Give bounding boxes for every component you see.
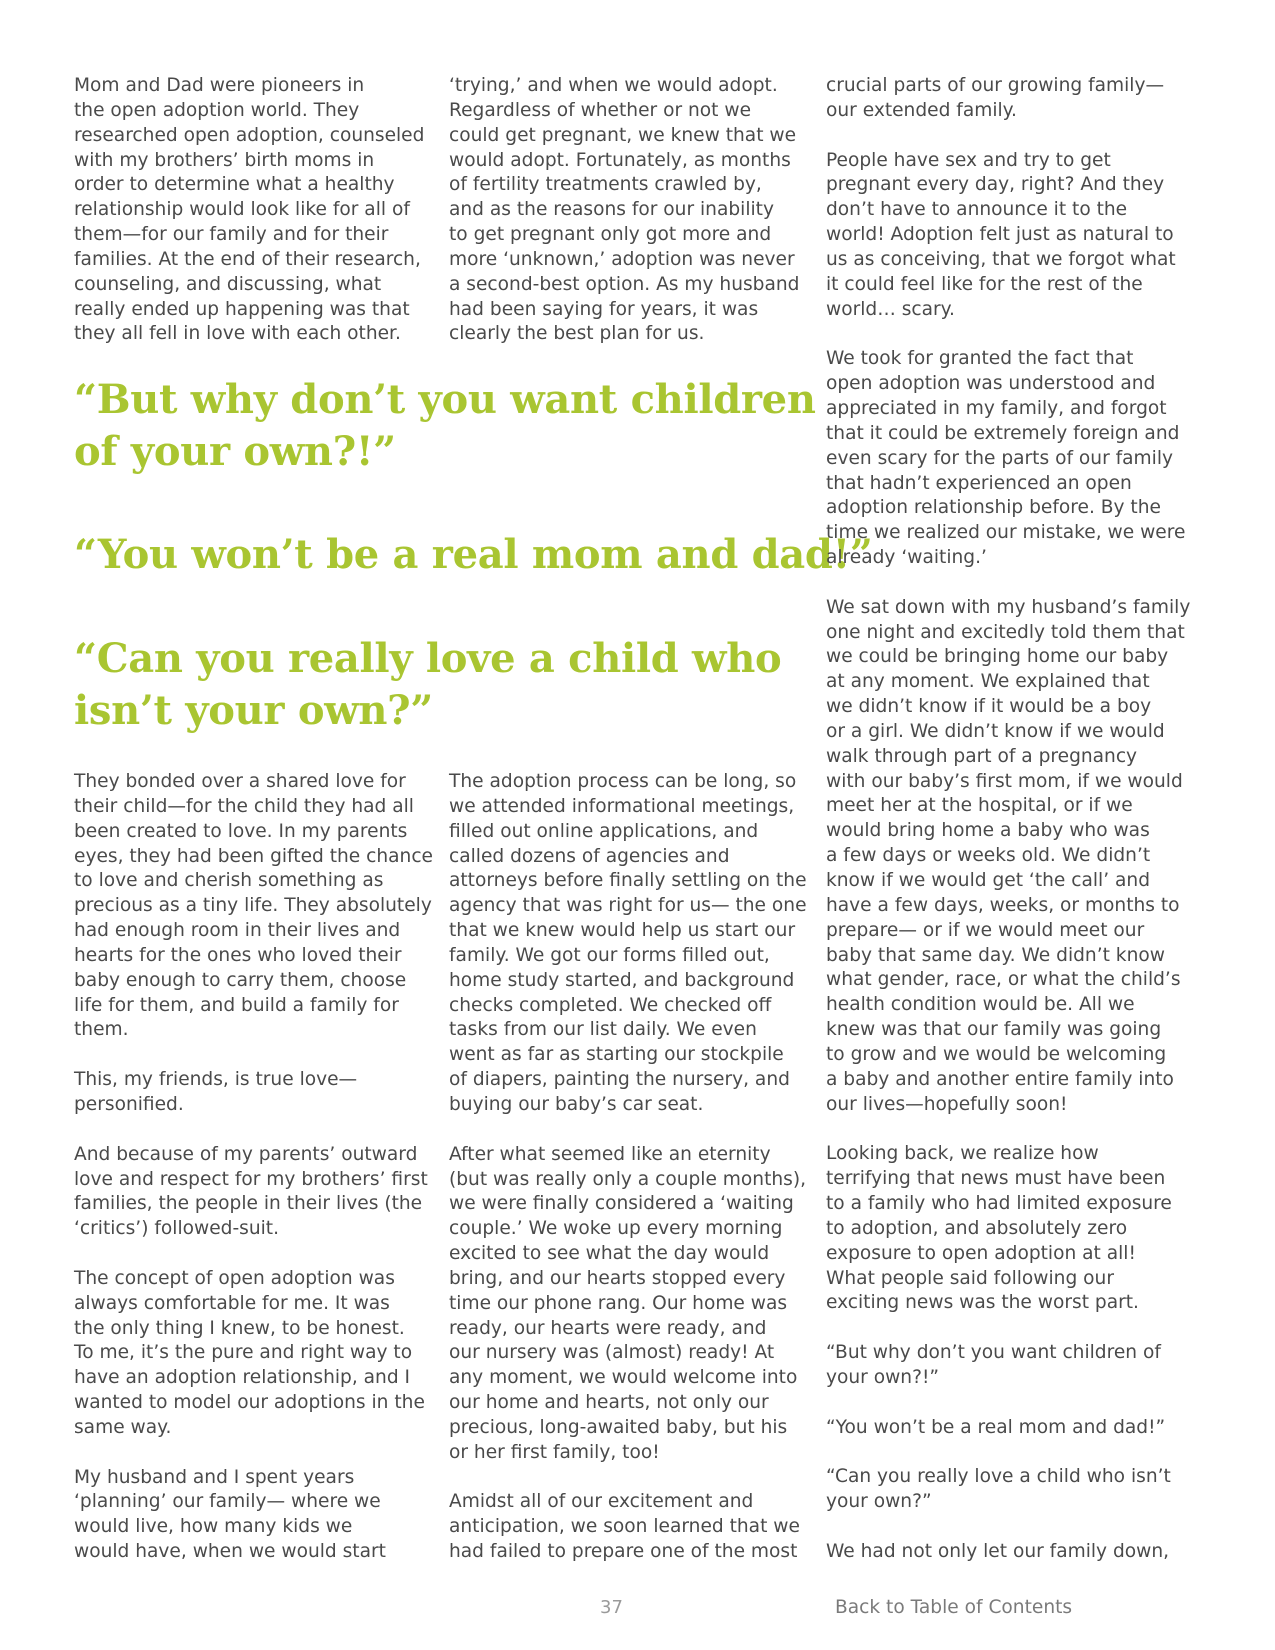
- paragraph: Amidst all of our excitement and anticipation, we soon learned that we had failed to prepare one of the most: [449, 1491, 800, 1563]
- page-number: 37: [600, 1597, 623, 1618]
- pull-quote-1: “But why don’t you want children of your own?!”: [74, 376, 816, 475]
- bottom-column-1: [74, 770, 434, 1565]
- paragraph: And because of my parents’ outward love and respect for my brothers’ first families, the people in their lives (the ‘critics’) followed-suit.: [74, 1143, 428, 1240]
- paragraph: We had not only let our family down,: [826, 1540, 1170, 1562]
- paragraph: The concept of open adoption was always comfortable for me. It was the only thing I knew, to be honest. To me, it’s the pure and right way to have an adoption relationship, and I wanted to model our adoptions in the same way.: [74, 1267, 425, 1438]
- pull-quote-2: “You won’t be a real mom and dad!”: [74, 531, 873, 578]
- paragraph: This, my friends, is true love— personified.: [74, 1069, 358, 1115]
- paragraph: Mom and Dad were pioneers in the open adoption world. They researched open adoption, counseled with my brothers’ birth moms in order to determine what a healthy relationship would look like for all of them—for our family and for their families. At the end of their research, counseling, and discussing, what really ended up happening was that they all fell in love with each other.: [74, 75, 425, 345]
- paragraph: After what seemed like an eternity (but was really only a couple months), we were finally considered a ‘waiting couple.’ We woke up every morning excited to see what the day would bring, and our hearts stopped every time our phone rang. Our home was ready, our hearts were ready, and our nursery was (almost) ready! At any moment, we would welcome into our home and hearts, not only our precious, long-awaited baby, but his or her first family, too!: [449, 1143, 807, 1463]
- right-column: [826, 74, 1211, 1565]
- paragraph: We took for granted the fact that open adoption was understood and appreciated in my family, and forgot that it could be extremely foreign and even scary for the parts of our family that hadn’t experienced an open adoption relationship before. By the time we realized our mistake, we were already ‘waiting.’: [826, 348, 1186, 569]
- paragraph: People have sex and try to get pregnant every day, right? And they don’t have to announce it to the world! Adoption felt just as natural to us as conceiving, that we forgot what it could feel like for the rest of the world… scary.: [826, 149, 1176, 320]
- bottom-column-2: [449, 770, 819, 1565]
- top-column-1: [74, 74, 434, 347]
- paragraph: crucial parts of our growing family— our extended family.: [826, 75, 1165, 121]
- paragraph: “But why don’t you want children of your own?!”: [826, 1342, 1161, 1388]
- paragraph: “Can you really love a child who isn’t your own?”: [826, 1466, 1171, 1513]
- paragraph: Looking back, we realize how terrifying that news must have been to a family who had limited exposure to adoption, and absolutely zero exposure to open adoption at all! What people said following our exciting news was the worst part.: [826, 1143, 1172, 1314]
- paragraph: We sat down with my husband’s family one night and excitedly told them that we could be bringing home our baby at any moment. We explained that we didn’t know if it would be a boy or a girl. We didn’t know if we would walk through part of a pregnancy with our baby’s first mom, if we would meet her at the hospital, or if we would bring home a baby who was a few days or weeks old. We didn’t know if we would get ‘the call’ and have a few days, weeks, or months to prepare— or if we would meet our baby that same day. We didn’t know what gender, race, or what the child’s health condition would be. All we knew was that our family was going to grow and we would be welcoming a baby and another entire family into our lives—hopefully soon!: [826, 596, 1191, 1115]
- paragraph: My husband and I spent years ‘planning’ our family— where we would live, how many kids we would have, when we would start: [74, 1466, 386, 1563]
- back-to-toc-link[interactable]: Back to Table of Contents: [835, 1597, 1073, 1618]
- paragraph: The adoption process can be long, so we attended informational meetings, filled out online applications, and called dozens of agencies and attorneys before finally settling on the agency that was right for us— the one that we knew would help us start our family. We got our forms filled out, home study started, and background checks completed. We checked off tasks from our list daily. We even went as far as starting our stockpile of diapers, painting the nursery, and buying our baby’s car seat.: [449, 771, 807, 1115]
- paragraph: “You won’t be a real mom and dad!”: [826, 1416, 1166, 1438]
- paragraph: They bonded over a shared love for their child—for the child they had all been created to love. In my parents eyes, they had been gifted the chance to love and cherish something as precious as a tiny life. They absolutely had enough room in their lives and hearts for the ones who loved their baby enough to carry them, choose life for them, and build a family for them.: [74, 771, 433, 1041]
- paragraph: ‘trying,’ and when we would adopt. Regardless of whether or not we could get pregnant, we knew that we would adopt. Fortunately, as months of fertility treatments crawled by, and as the reasons for our inability to get pregnant only got more and more ‘unknown,’ adoption was never a second-best option. As my husband had been saying for years, it was clearly the best plan for us.: [449, 75, 800, 345]
- top-column-2: [449, 74, 819, 347]
- pull-quote-3: “Can you really love a child who isn’t your own?”: [74, 635, 782, 734]
